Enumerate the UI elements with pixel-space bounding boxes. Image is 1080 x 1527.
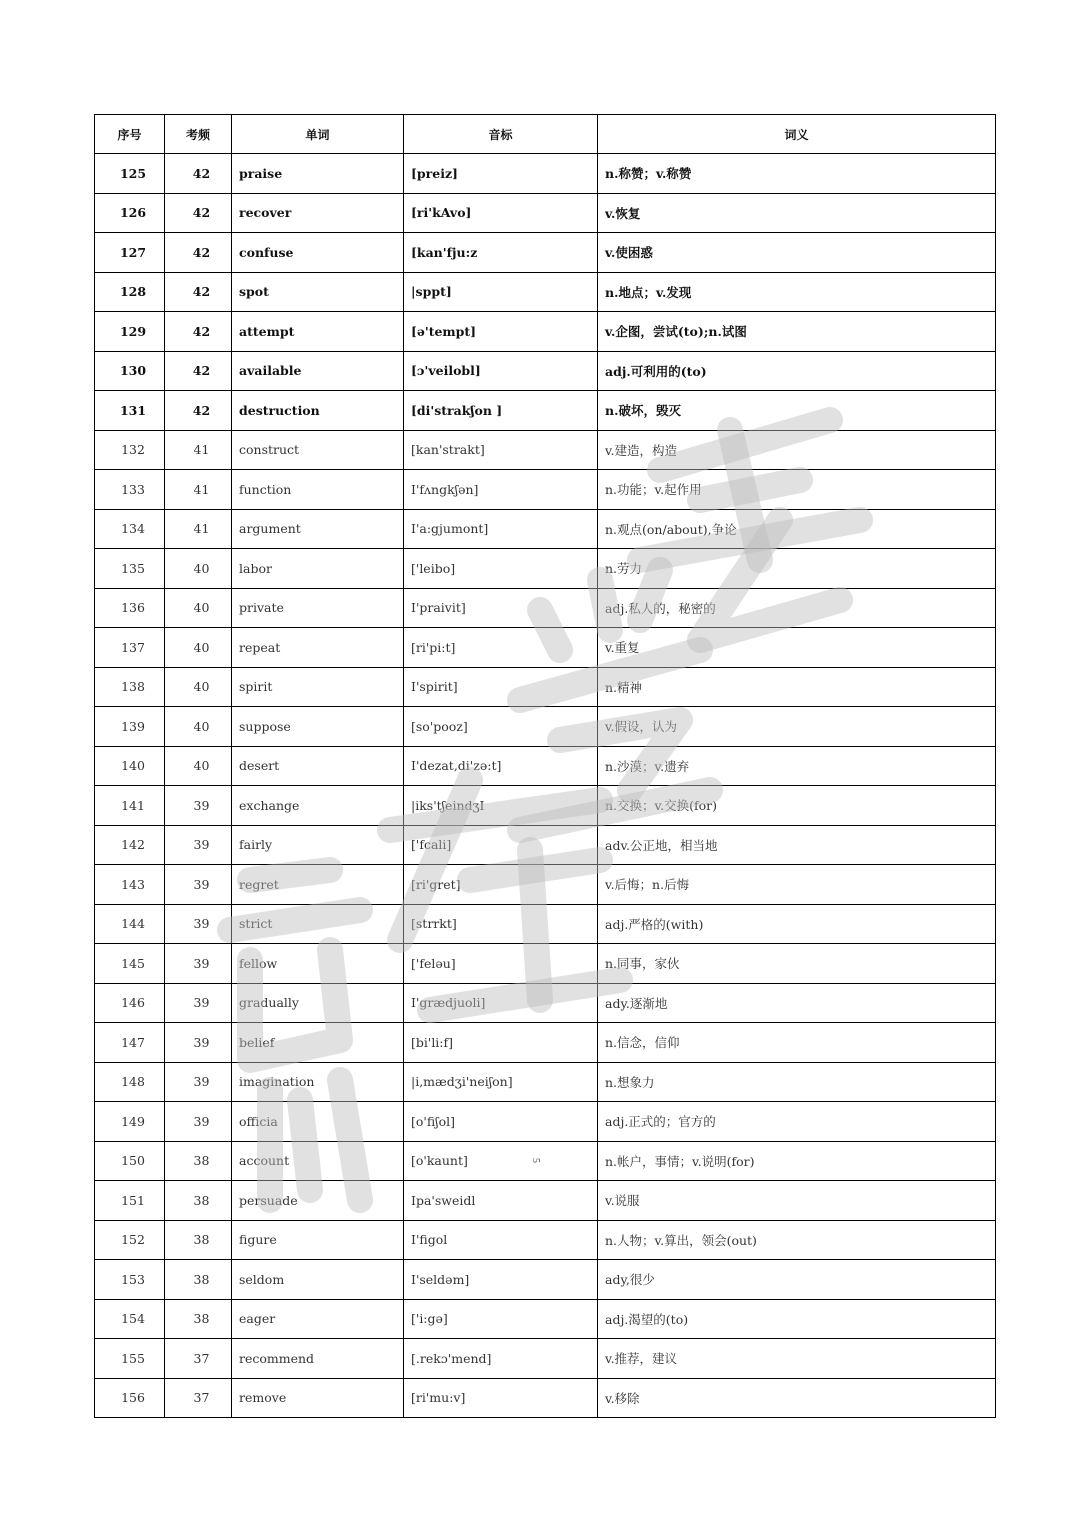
- cell-number: 156: [95, 1378, 165, 1418]
- cell-number: 155: [95, 1339, 165, 1379]
- cell-meaning: n.沙漠；v.遗弃: [598, 746, 996, 786]
- cell-word: strict: [232, 904, 404, 944]
- cell-phonetic: [bi'li:f]: [404, 1023, 598, 1063]
- cell-number: 145: [95, 944, 165, 984]
- table-row: [95, 272, 996, 312]
- cell-word: suppose: [232, 707, 404, 747]
- cell-number: 147: [95, 1023, 165, 1063]
- cell-word: officia: [232, 1102, 404, 1142]
- cell-phonetic: I'spirit]: [404, 667, 598, 707]
- cell-frequency: 39: [165, 786, 232, 826]
- table-row: [95, 470, 996, 510]
- cell-number: 126: [95, 193, 165, 233]
- cell-frequency: 42: [165, 154, 232, 194]
- cell-word: desert: [232, 746, 404, 786]
- cell-phonetic: [ri'gret]: [404, 865, 598, 905]
- cell-number: 141: [95, 786, 165, 826]
- cell-meaning: v.移除: [598, 1378, 996, 1418]
- cell-phonetic: ['i:gə]: [404, 1299, 598, 1339]
- cell-frequency: 39: [165, 1062, 232, 1102]
- cell-meaning: ady,很少: [598, 1260, 996, 1300]
- cell-word: imagination: [232, 1062, 404, 1102]
- cell-word: spot: [232, 272, 404, 312]
- table-row: [95, 865, 996, 905]
- cell-phonetic: [o'fiʃol]: [404, 1102, 598, 1142]
- cell-meaning: adv.公正地，相当地: [598, 825, 996, 865]
- cell-phonetic: ['feləu]: [404, 944, 598, 984]
- cell-frequency: 42: [165, 272, 232, 312]
- cell-phonetic: ['leibo]: [404, 549, 598, 589]
- cell-phonetic: [ri'mu:v]: [404, 1378, 598, 1418]
- table-row: [95, 667, 996, 707]
- header-freq: 考频: [165, 115, 232, 154]
- cell-frequency: 40: [165, 746, 232, 786]
- cell-word: private: [232, 588, 404, 628]
- cell-word: fairly: [232, 825, 404, 865]
- cell-word: exchange: [232, 786, 404, 826]
- cell-meaning: n.精神: [598, 667, 996, 707]
- cell-word: persuade: [232, 1181, 404, 1221]
- cell-phonetic: I'fʌngkʃən]: [404, 470, 598, 510]
- cell-meaning: v.推荐，建议: [598, 1339, 996, 1379]
- cell-word: repeat: [232, 628, 404, 668]
- cell-phonetic: I'figol: [404, 1220, 598, 1260]
- cell-number: 128: [95, 272, 165, 312]
- cell-number: 140: [95, 746, 165, 786]
- cell-number: 136: [95, 588, 165, 628]
- cell-meaning: adj.可利用的(to): [598, 351, 996, 391]
- cell-word: recover: [232, 193, 404, 233]
- cell-meaning: v.假设，认为: [598, 707, 996, 747]
- table-row: [95, 746, 996, 786]
- cell-number: 137: [95, 628, 165, 668]
- table-row: [95, 391, 996, 431]
- cell-frequency: 39: [165, 983, 232, 1023]
- cell-number: 133: [95, 470, 165, 510]
- cell-number: 135: [95, 549, 165, 589]
- table-row: [95, 1102, 996, 1142]
- cell-word: remove: [232, 1378, 404, 1418]
- cell-meaning: v.恢复: [598, 193, 996, 233]
- cell-word: seldom: [232, 1260, 404, 1300]
- table-row: [95, 707, 996, 747]
- header-meaning: 词义: [598, 115, 996, 154]
- page-number: 5: [530, 1158, 541, 1163]
- cell-meaning: n.信念，信仰: [598, 1023, 996, 1063]
- cell-phonetic: |iks'tʃeindʒI: [404, 786, 598, 826]
- cell-number: 125: [95, 154, 165, 194]
- cell-meaning: n.想象力: [598, 1062, 996, 1102]
- cell-frequency: 42: [165, 312, 232, 352]
- cell-frequency: 37: [165, 1378, 232, 1418]
- cell-meaning: n.地点；v.发现: [598, 272, 996, 312]
- cell-frequency: 38: [165, 1260, 232, 1300]
- cell-frequency: 38: [165, 1220, 232, 1260]
- cell-number: 143: [95, 865, 165, 905]
- table-row: [95, 509, 996, 549]
- cell-number: 134: [95, 509, 165, 549]
- cell-phonetic: [ri'kAvo]: [404, 193, 598, 233]
- table-row: [95, 983, 996, 1023]
- table-row: [95, 549, 996, 589]
- cell-number: 146: [95, 983, 165, 1023]
- cell-phonetic: Ipa'sweidl: [404, 1181, 598, 1221]
- cell-phonetic: |sppt]: [404, 272, 598, 312]
- cell-number: 150: [95, 1141, 165, 1181]
- cell-meaning: n.交换；v.交换(for): [598, 786, 996, 826]
- cell-word: praise: [232, 154, 404, 194]
- cell-frequency: 39: [165, 904, 232, 944]
- cell-frequency: 40: [165, 707, 232, 747]
- cell-number: 129: [95, 312, 165, 352]
- cell-frequency: 38: [165, 1181, 232, 1221]
- cell-frequency: 41: [165, 470, 232, 510]
- cell-word: available: [232, 351, 404, 391]
- cell-frequency: 42: [165, 193, 232, 233]
- cell-number: 139: [95, 707, 165, 747]
- table-row: [95, 786, 996, 826]
- cell-number: 152: [95, 1220, 165, 1260]
- header-num: 序号: [95, 115, 165, 154]
- cell-phonetic: [di'strakʃon ]: [404, 391, 598, 431]
- vocabulary-table: [94, 114, 996, 1418]
- cell-meaning: ady.逐渐地: [598, 983, 996, 1023]
- cell-meaning: n.功能；v.起作用: [598, 470, 996, 510]
- cell-meaning: n.称赞；v.称赞: [598, 154, 996, 194]
- table-row: [95, 1339, 996, 1379]
- cell-frequency: 41: [165, 430, 232, 470]
- cell-number: 132: [95, 430, 165, 470]
- header-phonetic: 音标: [404, 115, 598, 154]
- cell-number: 142: [95, 825, 165, 865]
- cell-phonetic: [so'pooz]: [404, 707, 598, 747]
- cell-frequency: 37: [165, 1339, 232, 1379]
- cell-meaning: n.人物；v.算出，领会(out): [598, 1220, 996, 1260]
- cell-frequency: 40: [165, 549, 232, 589]
- cell-word: construct: [232, 430, 404, 470]
- table-row: [95, 1260, 996, 1300]
- cell-word: gradually: [232, 983, 404, 1023]
- table-row: [95, 430, 996, 470]
- table-row: [95, 825, 996, 865]
- cell-meaning: n.观点(on/about),争论: [598, 509, 996, 549]
- cell-number: 154: [95, 1299, 165, 1339]
- table-row: [95, 1023, 996, 1063]
- cell-frequency: 39: [165, 1102, 232, 1142]
- cell-meaning: adj.私人的，秘密的: [598, 588, 996, 628]
- cell-meaning: adj.严格的(with): [598, 904, 996, 944]
- cell-meaning: adj.渴望的(to): [598, 1299, 996, 1339]
- cell-meaning: n.破坏，毁灭: [598, 391, 996, 431]
- cell-phonetic: [strrkt]: [404, 904, 598, 944]
- cell-frequency: 39: [165, 865, 232, 905]
- cell-phonetic: I'dezat,di'zə:t]: [404, 746, 598, 786]
- table-row: [95, 1181, 996, 1221]
- cell-number: 131: [95, 391, 165, 431]
- cell-frequency: 41: [165, 509, 232, 549]
- cell-phonetic: I'a:gjumont]: [404, 509, 598, 549]
- table-row: [95, 154, 996, 194]
- header-word: 单词: [232, 115, 404, 154]
- cell-word: labor: [232, 549, 404, 589]
- table-row: [95, 1220, 996, 1260]
- cell-word: eager: [232, 1299, 404, 1339]
- cell-phonetic: [ri'pi:t]: [404, 628, 598, 668]
- cell-phonetic: I'seldəm]: [404, 1260, 598, 1300]
- cell-word: belief: [232, 1023, 404, 1063]
- cell-frequency: 39: [165, 1023, 232, 1063]
- cell-frequency: 42: [165, 391, 232, 431]
- cell-frequency: 42: [165, 351, 232, 391]
- cell-meaning: v.企图，尝试(to);n.试图: [598, 312, 996, 352]
- cell-number: 130: [95, 351, 165, 391]
- cell-frequency: 40: [165, 628, 232, 668]
- cell-number: 148: [95, 1062, 165, 1102]
- cell-word: figure: [232, 1220, 404, 1260]
- cell-word: regret: [232, 865, 404, 905]
- cell-word: recommend: [232, 1339, 404, 1379]
- cell-frequency: 42: [165, 233, 232, 273]
- cell-meaning: v.重复: [598, 628, 996, 668]
- cell-word: argument: [232, 509, 404, 549]
- cell-frequency: 39: [165, 944, 232, 984]
- cell-phonetic: I'praivit]: [404, 588, 598, 628]
- cell-word: confuse: [232, 233, 404, 273]
- cell-frequency: 39: [165, 825, 232, 865]
- table-header-row: [95, 115, 996, 154]
- cell-frequency: 40: [165, 588, 232, 628]
- cell-meaning: n.帐户，事情；v.说明(for): [598, 1141, 996, 1181]
- cell-number: 138: [95, 667, 165, 707]
- cell-word: account: [232, 1141, 404, 1181]
- table-row: [95, 1141, 996, 1181]
- table-row: [95, 1378, 996, 1418]
- cell-meaning: v.说服: [598, 1181, 996, 1221]
- cell-meaning: v.后悔；n.后悔: [598, 865, 996, 905]
- cell-number: 153: [95, 1260, 165, 1300]
- cell-phonetic: ['fcali]: [404, 825, 598, 865]
- table-row: [95, 193, 996, 233]
- table-row: [95, 233, 996, 273]
- cell-frequency: 38: [165, 1299, 232, 1339]
- table-row: [95, 944, 996, 984]
- table-row: [95, 588, 996, 628]
- cell-meaning: v.使困惑: [598, 233, 996, 273]
- cell-phonetic: [.rekɔ'mend]: [404, 1339, 598, 1379]
- cell-phonetic: [kan'strakt]: [404, 430, 598, 470]
- cell-number: 151: [95, 1181, 165, 1221]
- cell-word: function: [232, 470, 404, 510]
- cell-phonetic: I'grædjuoli]: [404, 983, 598, 1023]
- cell-number: 149: [95, 1102, 165, 1142]
- cell-phonetic: [kan'fju:z: [404, 233, 598, 273]
- table-row: [95, 1062, 996, 1102]
- table-row: [95, 1299, 996, 1339]
- cell-word: fellow: [232, 944, 404, 984]
- table-row: [95, 312, 996, 352]
- table-row: [95, 628, 996, 668]
- cell-phonetic: [o'kaunt]: [404, 1141, 598, 1181]
- cell-meaning: n.劳力: [598, 549, 996, 589]
- cell-meaning: n.同事，家伙: [598, 944, 996, 984]
- cell-phonetic: [ɔ'veilobl]: [404, 351, 598, 391]
- cell-meaning: v.建造，构造: [598, 430, 996, 470]
- cell-word: attempt: [232, 312, 404, 352]
- cell-word: spirit: [232, 667, 404, 707]
- table-row: [95, 351, 996, 391]
- cell-phonetic: |i,mædʒi'neiʃon]: [404, 1062, 598, 1102]
- table-row: [95, 904, 996, 944]
- cell-number: 127: [95, 233, 165, 273]
- cell-phonetic: [preiz]: [404, 154, 598, 194]
- cell-phonetic: [ə'tempt]: [404, 312, 598, 352]
- cell-word: destruction: [232, 391, 404, 431]
- cell-frequency: 40: [165, 667, 232, 707]
- cell-meaning: adj.正式的；官方的: [598, 1102, 996, 1142]
- cell-number: 144: [95, 904, 165, 944]
- cell-frequency: 38: [165, 1141, 232, 1181]
